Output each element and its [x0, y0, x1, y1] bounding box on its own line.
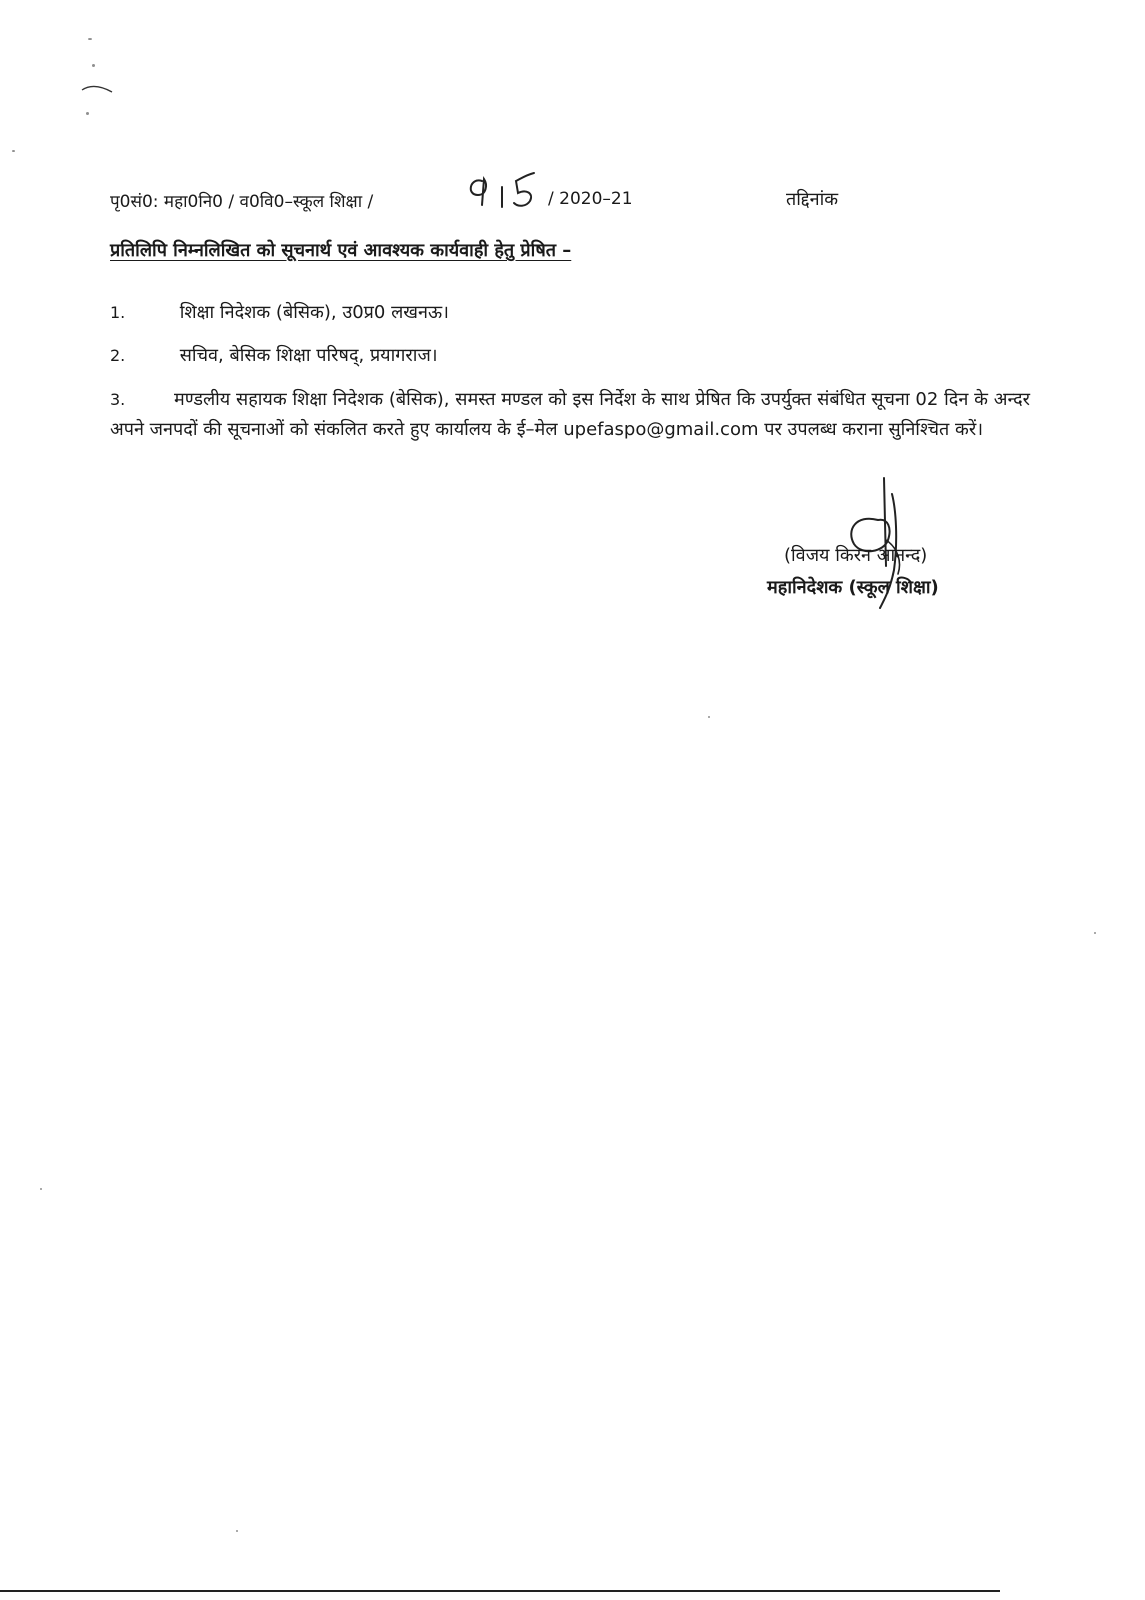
list-item [110, 300, 449, 324]
scan-speck [40, 1188, 42, 1190]
list-item-number: 3. [110, 390, 126, 409]
signatory-designation: महानिदेशक (स्कूल शिक्षा) [767, 577, 939, 598]
handwritten-number [462, 165, 550, 217]
signatory-name: (विजय किरन आनन्द) [784, 545, 928, 566]
reference-prefix: पृ0सं0: महा0नि0 / व0वि0–स्कूल शिक्षा / [110, 192, 374, 212]
list-item [110, 343, 438, 367]
copy-to-heading: प्रतिलिपि निम्नलिखित को सूचनार्थ एवं आवश्यक कार्यवाही हेतु प्रेषित – [110, 240, 572, 261]
reference-line [110, 185, 880, 217]
scan-speck [12, 150, 15, 152]
scan-speck [1094, 932, 1096, 934]
scan-speck [236, 1530, 238, 1532]
scan-speck [88, 38, 92, 40]
list-item-number: 1. [110, 303, 126, 322]
scan-speck [708, 716, 710, 718]
list-item [110, 385, 1030, 445]
reference-year: / 2020–21 [548, 189, 633, 209]
scan-speck [92, 64, 95, 67]
scan-scribble [78, 78, 118, 98]
list-item-text: सचिव, बेसिक शिक्षा परिषद्, प्रयागराज। [179, 345, 438, 366]
scan-edge-line [0, 1590, 1000, 1592]
list-item-text: शिक्षा निदेशक (बेसिक), उ0प्र0 लखनऊ। [179, 302, 449, 323]
reference-date-label: तद्दिनांक [786, 189, 839, 210]
list-item-number: 2. [110, 346, 126, 365]
scan-speck [86, 112, 89, 115]
list-item-text: मण्डलीय सहायक शिक्षा निदेशक (बेसिक), समस्त मण्डल को इस निर्देश के साथ प्रेषित कि उपर्युक्त संबंधित सूचना 02 दिन के अन्दर अपने जनपदों की सूचनाओं को संकलित करते हुए कार्यालय के ई–मेल upefaspo@gmail.com पर उपलब्ध कराना सुनिश्चित करें। [110, 389, 1030, 440]
